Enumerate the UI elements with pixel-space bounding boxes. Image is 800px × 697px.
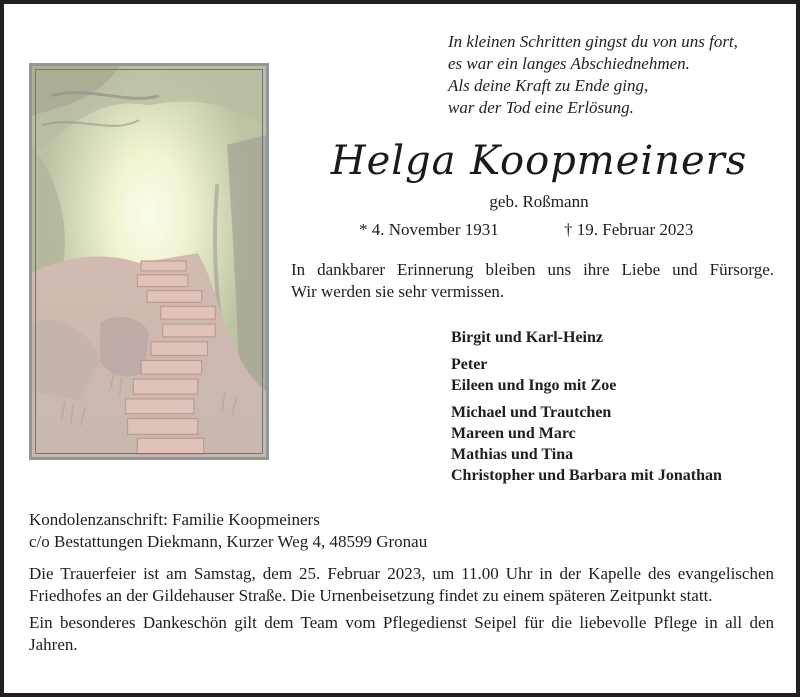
address-line: Kondolenzanschrift: Familie Koopmeiners: [29, 510, 320, 529]
poem-line: war der Tod eine Erlösung.: [448, 98, 634, 117]
gratitude-line: Wir werden sie sehr vermissen.: [291, 282, 505, 301]
mourner-entry: Peter: [451, 356, 488, 373]
gratitude-text: [291, 259, 774, 303]
mourner-entry: Mathias und Tina: [451, 446, 574, 463]
notice-text: [29, 563, 774, 661]
death-date: † 19. Februar 2023: [564, 220, 694, 239]
mourner-entry: Eileen und Ingo mit Zoe: [451, 377, 617, 394]
photo-illustration-icon: [32, 66, 266, 457]
born-name: geb. Roßmann: [489, 192, 589, 211]
funeral-notice: Die Trauerfeier ist am Samstag, dem 25. Februar 2023, um 11.00 Uhr in der Kapelle des evangelischen Friedhofes an der Gildehauser Straße. Die Urnenbeisetzung findet zu einem späteren Zeitpunkt statt.: [29, 564, 774, 605]
mourner-group: [451, 402, 722, 486]
poem-line: In kleinen Schritten gingst du von uns fort,: [448, 32, 738, 51]
mourner-entry: Birgit und Karl-Heinz: [451, 329, 603, 346]
poem: [448, 31, 738, 119]
gratitude-line: In dankbarer Erinnerung bleiben uns ihre Liebe und Fürsorge.: [291, 260, 774, 279]
mourner-entry: Mareen und Marc: [451, 425, 576, 442]
poem-line: es war ein langes Abschiednehmen.: [448, 54, 690, 73]
mourner-entry: Michael und Trautchen: [451, 404, 612, 421]
birth-date: * 4. November 1931: [359, 220, 499, 239]
poem-line: Als deine Kraft zu Ende ging,: [448, 76, 649, 95]
thanks-notice: Ein besonderes Dankeschön gilt dem Team vom Pflegedienst Seipel für die liebevolle Pflege in all den Jahren.: [29, 613, 774, 654]
deceased-name: Helga Koopmeiners: [330, 138, 748, 184]
mourner-entry: Christopher und Barbara mit Jonathan: [451, 467, 722, 484]
condolence-address: [29, 509, 427, 553]
address-line: c/o Bestattungen Diekmann, Kurzer Weg 4, 48599 Gronau: [29, 532, 428, 551]
mourners-list: [451, 327, 722, 492]
forest-stairway-photo: [29, 63, 269, 460]
mourner-group: [451, 327, 722, 348]
mourner-group: [451, 354, 722, 396]
